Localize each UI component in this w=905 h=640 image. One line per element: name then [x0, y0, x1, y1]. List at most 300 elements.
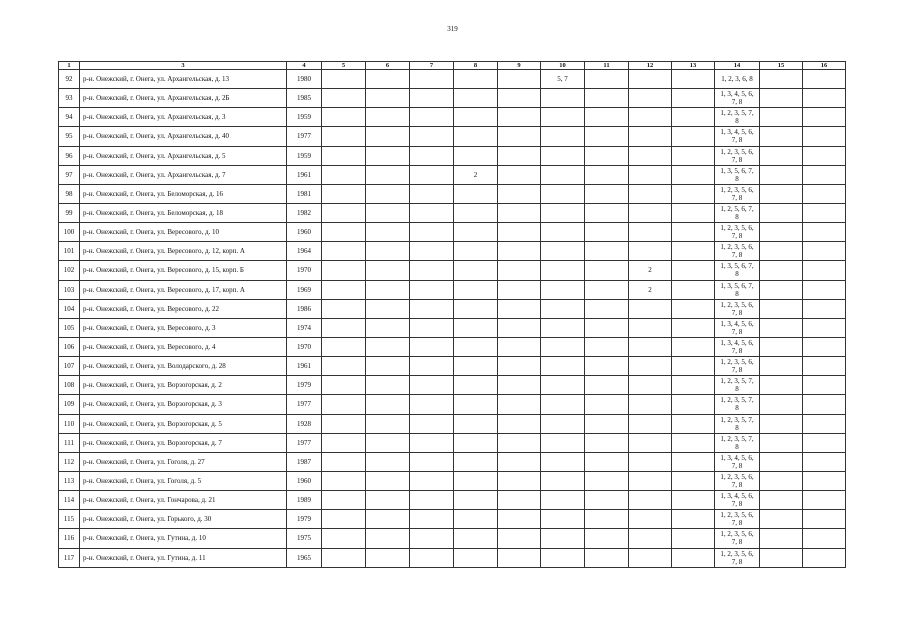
col-8-cell	[454, 510, 498, 529]
column-header: 13	[672, 62, 715, 70]
column-header: 9	[498, 62, 541, 70]
col-14-cell: 1, 2, 3, 5, 6, 7, 8	[715, 529, 760, 548]
col-9-cell	[498, 395, 541, 414]
col-12-cell: 2	[629, 280, 672, 299]
table-row	[59, 376, 846, 395]
col-5-cell	[322, 203, 366, 222]
table-row	[59, 223, 846, 242]
year-cell: 1980	[287, 70, 322, 89]
col-16-cell	[803, 376, 846, 395]
col-16-cell	[803, 108, 846, 127]
col-6-cell	[366, 203, 410, 222]
table-row	[59, 165, 846, 184]
address-cell: р-н. Онежский, г. Онега, ул. Гоголя, д. 5	[80, 471, 287, 490]
col-16-cell	[803, 223, 846, 242]
col-14-cell: 1, 3, 5, 6, 7, 8	[715, 261, 760, 280]
col-5-cell	[322, 108, 366, 127]
row-number: 96	[59, 146, 80, 165]
address-cell: р-н. Онежский, г. Онега, ул. Вересового, д. 12, корп. А	[80, 242, 287, 261]
address-cell: р-н. Онежский, г. Онега, ул. Вересового, д. 15, корп. Б	[80, 261, 287, 280]
col-13-cell	[672, 242, 715, 261]
address-cell: р-н. Онежский, г. Онега, ул. Ворзогорская, д. 3	[80, 395, 287, 414]
col-13-cell	[672, 318, 715, 337]
address-cell: р-н. Онежский, г. Онега, ул. Беломорская, д. 18	[80, 203, 287, 222]
col-16-cell	[803, 433, 846, 452]
row-number: 99	[59, 203, 80, 222]
address-cell: р-н. Онежский, г. Онега, ул. Ворзогорская, д. 5	[80, 414, 287, 433]
col-9-cell	[498, 337, 541, 356]
col-16-cell	[803, 471, 846, 490]
col-12-cell	[629, 491, 672, 510]
col-6-cell	[366, 299, 410, 318]
col-16-cell	[803, 414, 846, 433]
column-header: 16	[803, 62, 846, 70]
col-8-cell	[454, 89, 498, 108]
col-14-cell: 1, 2, 3, 5, 7, 8	[715, 395, 760, 414]
col-13-cell	[672, 261, 715, 280]
col-12-cell	[629, 89, 672, 108]
page-number: 319	[447, 25, 458, 33]
col-8-cell: 2	[454, 165, 498, 184]
col-16-cell	[803, 127, 846, 146]
col-15-cell	[760, 242, 803, 261]
col-6-cell	[366, 261, 410, 280]
col-6-cell	[366, 318, 410, 337]
col-15-cell	[760, 395, 803, 414]
col-5-cell	[322, 318, 366, 337]
col-16-cell	[803, 165, 846, 184]
col-11-cell	[585, 529, 629, 548]
address-cell: р-н. Онежский, г. Онега, ул. Архангельская, д. 5	[80, 146, 287, 165]
col-10-cell	[541, 203, 585, 222]
col-12-cell	[629, 184, 672, 203]
col-7-cell	[410, 242, 454, 261]
table-body	[59, 70, 846, 568]
column-header: 14	[715, 62, 760, 70]
col-15-cell	[760, 337, 803, 356]
col-5-cell	[322, 299, 366, 318]
col-7-cell	[410, 261, 454, 280]
table-row	[59, 337, 846, 356]
col-5-cell	[322, 548, 366, 567]
table-header	[59, 62, 846, 70]
col-12-cell	[629, 471, 672, 490]
col-15-cell	[760, 223, 803, 242]
col-10-cell	[541, 299, 585, 318]
col-14-cell: 1, 2, 3, 6, 8	[715, 70, 760, 89]
col-10-cell	[541, 242, 585, 261]
col-15-cell	[760, 548, 803, 567]
col-13-cell	[672, 357, 715, 376]
col-10-cell	[541, 452, 585, 471]
address-cell: р-н. Онежский, г. Онега, ул. Архангельская, д. 7	[80, 165, 287, 184]
col-16-cell	[803, 261, 846, 280]
col-9-cell	[498, 433, 541, 452]
col-11-cell	[585, 376, 629, 395]
year-cell: 1961	[287, 357, 322, 376]
column-header: 4	[287, 62, 322, 70]
col-14-cell: 1, 2, 3, 5, 6, 7, 8	[715, 548, 760, 567]
col-16-cell	[803, 548, 846, 567]
col-10-cell	[541, 337, 585, 356]
address-cell: р-н. Онежский, г. Онега, ул. Архангельская, д. 3	[80, 108, 287, 127]
col-6-cell	[366, 337, 410, 356]
col-9-cell	[498, 108, 541, 127]
col-13-cell	[672, 548, 715, 567]
row-number: 103	[59, 280, 80, 299]
col-5-cell	[322, 491, 366, 510]
col-9-cell	[498, 146, 541, 165]
col-15-cell	[760, 491, 803, 510]
col-13-cell	[672, 203, 715, 222]
col-8-cell	[454, 376, 498, 395]
address-cell: р-н. Онежский, г. Онега, ул. Гутина, д. 10	[80, 529, 287, 548]
col-10-cell	[541, 184, 585, 203]
col-14-cell: 1, 3, 4, 5, 6, 7, 8	[715, 337, 760, 356]
col-7-cell	[410, 452, 454, 471]
col-12-cell	[629, 318, 672, 337]
col-15-cell	[760, 452, 803, 471]
year-cell: 1987	[287, 452, 322, 471]
col-7-cell	[410, 491, 454, 510]
col-15-cell	[760, 203, 803, 222]
year-cell: 1975	[287, 529, 322, 548]
col-8-cell	[454, 433, 498, 452]
col-16-cell	[803, 529, 846, 548]
table-row	[59, 184, 846, 203]
col-7-cell	[410, 280, 454, 299]
col-15-cell	[760, 108, 803, 127]
year-cell: 1928	[287, 414, 322, 433]
col-10-cell	[541, 529, 585, 548]
col-6-cell	[366, 376, 410, 395]
col-14-cell: 1, 3, 4, 5, 6, 7, 8	[715, 452, 760, 471]
year-cell: 1960	[287, 471, 322, 490]
col-11-cell	[585, 471, 629, 490]
col-10-cell: 5, 7	[541, 70, 585, 89]
column-header: 8	[454, 62, 498, 70]
col-9-cell	[498, 165, 541, 184]
address-cell: р-н. Онежский, г. Онега, ул. Архангельская, д. 40	[80, 127, 287, 146]
col-5-cell	[322, 261, 366, 280]
col-10-cell	[541, 127, 585, 146]
col-10-cell	[541, 414, 585, 433]
col-14-cell: 1, 2, 3, 5, 6, 7, 8	[715, 146, 760, 165]
column-header: 12	[629, 62, 672, 70]
col-8-cell	[454, 414, 498, 433]
row-number: 112	[59, 452, 80, 471]
col-16-cell	[803, 203, 846, 222]
table-row	[59, 548, 846, 567]
row-number: 106	[59, 337, 80, 356]
table-row	[59, 299, 846, 318]
address-cell: р-н. Онежский, г. Онега, ул. Вересового, д. 4	[80, 337, 287, 356]
table-row	[59, 108, 846, 127]
col-16-cell	[803, 395, 846, 414]
col-9-cell	[498, 261, 541, 280]
col-15-cell	[760, 376, 803, 395]
col-5-cell	[322, 184, 366, 203]
col-13-cell	[672, 376, 715, 395]
column-header: 10	[541, 62, 585, 70]
col-12-cell	[629, 376, 672, 395]
col-9-cell	[498, 127, 541, 146]
col-12-cell	[629, 433, 672, 452]
column-header: 11	[585, 62, 629, 70]
col-12-cell	[629, 395, 672, 414]
col-11-cell	[585, 261, 629, 280]
row-number: 108	[59, 376, 80, 395]
col-5-cell	[322, 510, 366, 529]
col-15-cell	[760, 146, 803, 165]
col-14-cell: 1, 2, 3, 5, 7, 8	[715, 414, 760, 433]
column-header: 5	[322, 62, 366, 70]
col-15-cell	[760, 280, 803, 299]
col-6-cell	[366, 108, 410, 127]
address-cell: р-н. Онежский, г. Онега, ул. Вересового, д. 3	[80, 318, 287, 337]
col-14-cell: 1, 2, 3, 5, 6, 7, 8	[715, 242, 760, 261]
row-number: 102	[59, 261, 80, 280]
col-12-cell	[629, 108, 672, 127]
col-7-cell	[410, 529, 454, 548]
year-cell: 1989	[287, 491, 322, 510]
year-cell: 1979	[287, 510, 322, 529]
col-9-cell	[498, 357, 541, 376]
col-6-cell	[366, 452, 410, 471]
col-7-cell	[410, 184, 454, 203]
col-12-cell	[629, 414, 672, 433]
col-15-cell	[760, 510, 803, 529]
col-13-cell	[672, 70, 715, 89]
col-9-cell	[498, 491, 541, 510]
col-13-cell	[672, 184, 715, 203]
year-cell: 1974	[287, 318, 322, 337]
table-row	[59, 471, 846, 490]
col-15-cell	[760, 70, 803, 89]
col-14-cell: 1, 3, 5, 6, 7, 8	[715, 280, 760, 299]
col-8-cell	[454, 357, 498, 376]
col-13-cell	[672, 146, 715, 165]
col-8-cell	[454, 146, 498, 165]
col-8-cell	[454, 529, 498, 548]
col-5-cell	[322, 70, 366, 89]
col-14-cell: 1, 2, 3, 5, 7, 8	[715, 108, 760, 127]
col-5-cell	[322, 376, 366, 395]
col-8-cell	[454, 223, 498, 242]
col-10-cell	[541, 510, 585, 529]
col-14-cell: 1, 3, 4, 5, 6, 7, 8	[715, 127, 760, 146]
col-5-cell	[322, 414, 366, 433]
row-number: 101	[59, 242, 80, 261]
col-11-cell	[585, 299, 629, 318]
col-16-cell	[803, 89, 846, 108]
col-10-cell	[541, 433, 585, 452]
address-cell: р-н. Онежский, г. Онега, ул. Горького, д. 30	[80, 510, 287, 529]
column-header: 6	[366, 62, 410, 70]
col-9-cell	[498, 529, 541, 548]
col-10-cell	[541, 376, 585, 395]
col-15-cell	[760, 318, 803, 337]
col-10-cell	[541, 548, 585, 567]
table-row	[59, 280, 846, 299]
address-cell: р-н. Онежский, г. Онега, ул. Вересового, д. 10	[80, 223, 287, 242]
col-5-cell	[322, 89, 366, 108]
row-number: 116	[59, 529, 80, 548]
col-10-cell	[541, 108, 585, 127]
col-6-cell	[366, 433, 410, 452]
col-15-cell	[760, 89, 803, 108]
col-7-cell	[410, 471, 454, 490]
col-15-cell	[760, 299, 803, 318]
year-cell: 1970	[287, 337, 322, 356]
col-6-cell	[366, 280, 410, 299]
col-8-cell	[454, 395, 498, 414]
col-11-cell	[585, 357, 629, 376]
document-table	[58, 61, 846, 568]
col-14-cell: 1, 2, 3, 5, 6, 7, 8	[715, 223, 760, 242]
col-12-cell	[629, 548, 672, 567]
col-5-cell	[322, 471, 366, 490]
col-13-cell	[672, 395, 715, 414]
col-16-cell	[803, 146, 846, 165]
table-row	[59, 491, 846, 510]
table-row	[59, 433, 846, 452]
table-row	[59, 357, 846, 376]
row-number: 109	[59, 395, 80, 414]
year-cell: 1965	[287, 548, 322, 567]
address-cell: р-н. Онежский, г. Онега, ул. Гоголя, д. 27	[80, 452, 287, 471]
col-9-cell	[498, 510, 541, 529]
col-6-cell	[366, 414, 410, 433]
col-12-cell	[629, 357, 672, 376]
col-7-cell	[410, 357, 454, 376]
year-cell: 1959	[287, 108, 322, 127]
col-6-cell	[366, 89, 410, 108]
col-13-cell	[672, 280, 715, 299]
col-9-cell	[498, 299, 541, 318]
row-number: 93	[59, 89, 80, 108]
col-7-cell	[410, 223, 454, 242]
col-16-cell	[803, 337, 846, 356]
col-13-cell	[672, 127, 715, 146]
year-cell: 1977	[287, 433, 322, 452]
row-number: 98	[59, 184, 80, 203]
col-9-cell	[498, 452, 541, 471]
col-7-cell	[410, 146, 454, 165]
col-10-cell	[541, 165, 585, 184]
col-7-cell	[410, 165, 454, 184]
col-9-cell	[498, 471, 541, 490]
col-6-cell	[366, 395, 410, 414]
col-14-cell: 1, 3, 4, 5, 6, 7, 8	[715, 318, 760, 337]
col-14-cell: 1, 2, 3, 5, 6, 7, 8	[715, 510, 760, 529]
col-13-cell	[672, 510, 715, 529]
col-8-cell	[454, 491, 498, 510]
col-7-cell	[410, 127, 454, 146]
col-7-cell	[410, 337, 454, 356]
col-9-cell	[498, 376, 541, 395]
col-9-cell	[498, 203, 541, 222]
row-number: 94	[59, 108, 80, 127]
col-16-cell	[803, 242, 846, 261]
col-10-cell	[541, 146, 585, 165]
row-number: 110	[59, 414, 80, 433]
address-cell: р-н. Онежский, г. Онега, ул. Гутина, д. 11	[80, 548, 287, 567]
col-7-cell	[410, 89, 454, 108]
address-cell: р-н. Онежский, г. Онега, ул. Володарского, д. 28	[80, 357, 287, 376]
col-13-cell	[672, 414, 715, 433]
table-row	[59, 127, 846, 146]
row-number: 97	[59, 165, 80, 184]
col-9-cell	[498, 548, 541, 567]
address-cell: р-н. Онежский, г. Онега, ул. Вересового, д. 17, корп. А	[80, 280, 287, 299]
col-5-cell	[322, 433, 366, 452]
col-8-cell	[454, 203, 498, 222]
row-number: 107	[59, 357, 80, 376]
col-12-cell	[629, 223, 672, 242]
col-8-cell	[454, 108, 498, 127]
col-5-cell	[322, 529, 366, 548]
col-13-cell	[672, 89, 715, 108]
col-7-cell	[410, 395, 454, 414]
col-14-cell: 1, 2, 3, 5, 6, 7, 8	[715, 184, 760, 203]
col-15-cell	[760, 357, 803, 376]
col-7-cell	[410, 548, 454, 567]
col-14-cell: 1, 2, 3, 5, 6, 7, 8	[715, 299, 760, 318]
col-11-cell	[585, 452, 629, 471]
column-header: 3	[80, 62, 287, 70]
col-8-cell	[454, 242, 498, 261]
table-row	[59, 261, 846, 280]
col-16-cell	[803, 70, 846, 89]
col-11-cell	[585, 89, 629, 108]
col-7-cell	[410, 299, 454, 318]
col-11-cell	[585, 548, 629, 567]
col-15-cell	[760, 433, 803, 452]
year-cell: 1969	[287, 280, 322, 299]
table-row	[59, 70, 846, 89]
col-12-cell: 2	[629, 261, 672, 280]
col-5-cell	[322, 337, 366, 356]
col-9-cell	[498, 318, 541, 337]
col-5-cell	[322, 452, 366, 471]
row-number: 95	[59, 127, 80, 146]
col-5-cell	[322, 357, 366, 376]
col-12-cell	[629, 127, 672, 146]
col-16-cell	[803, 299, 846, 318]
col-9-cell	[498, 70, 541, 89]
col-15-cell	[760, 471, 803, 490]
col-7-cell	[410, 318, 454, 337]
column-header: 1	[59, 62, 80, 70]
col-5-cell	[322, 280, 366, 299]
table-row	[59, 414, 846, 433]
year-cell: 1985	[287, 89, 322, 108]
row-number: 114	[59, 491, 80, 510]
col-5-cell	[322, 127, 366, 146]
col-13-cell	[672, 433, 715, 452]
col-11-cell	[585, 491, 629, 510]
col-15-cell	[760, 165, 803, 184]
col-14-cell: 1, 3, 4, 5, 6, 7, 8	[715, 89, 760, 108]
col-11-cell	[585, 108, 629, 127]
col-13-cell	[672, 108, 715, 127]
col-14-cell: 1, 2, 3, 5, 7, 8	[715, 376, 760, 395]
col-6-cell	[366, 146, 410, 165]
col-12-cell	[629, 452, 672, 471]
year-cell: 1970	[287, 261, 322, 280]
table-row	[59, 242, 846, 261]
